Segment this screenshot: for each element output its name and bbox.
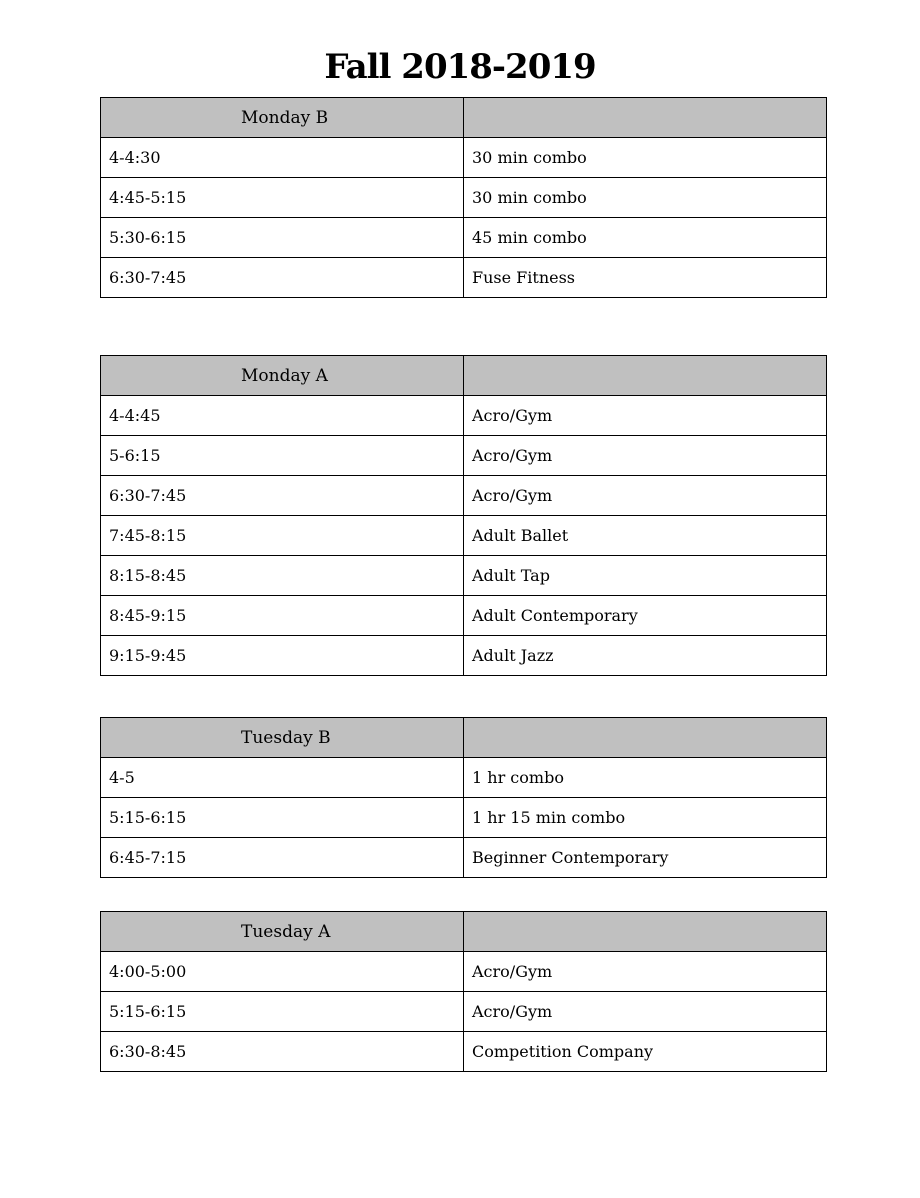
- table-row: [101, 436, 827, 476]
- table-row: [101, 396, 827, 436]
- schedule-table-tuesday-b: [100, 717, 827, 878]
- time-cell: 6:30-7:45: [101, 476, 464, 516]
- class-cell: Acro/Gym: [464, 396, 827, 436]
- table-row: [101, 596, 827, 636]
- class-cell: Adult Contemporary: [464, 596, 827, 636]
- table-header-row: [101, 356, 827, 396]
- time-cell: 8:15-8:45: [101, 556, 464, 596]
- schedule-table-monday-a: [100, 355, 827, 676]
- table-row: [101, 636, 827, 676]
- table-row: [101, 556, 827, 596]
- class-cell: Acro/Gym: [464, 992, 827, 1032]
- time-cell: 4:45-5:15: [101, 178, 464, 218]
- day-header: Tuesday A: [101, 912, 464, 952]
- table-row: [101, 798, 827, 838]
- time-cell: 4-4:45: [101, 396, 464, 436]
- table-row: [101, 138, 827, 178]
- table-row: [101, 258, 827, 298]
- class-cell: 30 min combo: [464, 138, 827, 178]
- class-cell: Beginner Contemporary: [464, 838, 827, 878]
- day-header: Monday A: [101, 356, 464, 396]
- class-cell: 1 hr combo: [464, 758, 827, 798]
- time-cell: 9:15-9:45: [101, 636, 464, 676]
- class-cell: Competition Company: [464, 1032, 827, 1072]
- table-row: [101, 476, 827, 516]
- time-cell: 5-6:15: [101, 436, 464, 476]
- header-empty-cell: [464, 98, 827, 138]
- day-header: Monday B: [101, 98, 464, 138]
- time-cell: 6:45-7:15: [101, 838, 464, 878]
- time-cell: 6:30-8:45: [101, 1032, 464, 1072]
- class-cell: Acro/Gym: [464, 476, 827, 516]
- class-cell: Adult Ballet: [464, 516, 827, 556]
- class-cell: 1 hr 15 min combo: [464, 798, 827, 838]
- class-cell: 30 min combo: [464, 178, 827, 218]
- time-cell: 5:15-6:15: [101, 798, 464, 838]
- time-cell: 5:15-6:15: [101, 992, 464, 1032]
- time-cell: 7:45-8:15: [101, 516, 464, 556]
- table-row: [101, 218, 827, 258]
- class-cell: Acro/Gym: [464, 952, 827, 992]
- class-cell: 45 min combo: [464, 218, 827, 258]
- time-cell: 4-4:30: [101, 138, 464, 178]
- class-cell: Acro/Gym: [464, 436, 827, 476]
- table-row: [101, 758, 827, 798]
- time-cell: 6:30-7:45: [101, 258, 464, 298]
- page-title: Fall 2018-2019: [324, 47, 596, 87]
- table-header-row: [101, 98, 827, 138]
- time-cell: 4:00-5:00: [101, 952, 464, 992]
- header-empty-cell: [464, 356, 827, 396]
- time-cell: 8:45-9:15: [101, 596, 464, 636]
- class-cell: Fuse Fitness: [464, 258, 827, 298]
- table-row: [101, 838, 827, 878]
- time-cell: 5:30-6:15: [101, 218, 464, 258]
- table-header-row: [101, 718, 827, 758]
- table-row: [101, 952, 827, 992]
- schedule-table-monday-b: [100, 97, 827, 298]
- class-cell: Adult Tap: [464, 556, 827, 596]
- class-cell: Adult Jazz: [464, 636, 827, 676]
- table-row: [101, 1032, 827, 1072]
- header-empty-cell: [464, 912, 827, 952]
- table-row: [101, 516, 827, 556]
- time-cell: 4-5: [101, 758, 464, 798]
- schedule-table-tuesday-a: [100, 911, 827, 1072]
- table-row: [101, 992, 827, 1032]
- header-empty-cell: [464, 718, 827, 758]
- table-header-row: [101, 912, 827, 952]
- day-header: Tuesday B: [101, 718, 464, 758]
- table-row: [101, 178, 827, 218]
